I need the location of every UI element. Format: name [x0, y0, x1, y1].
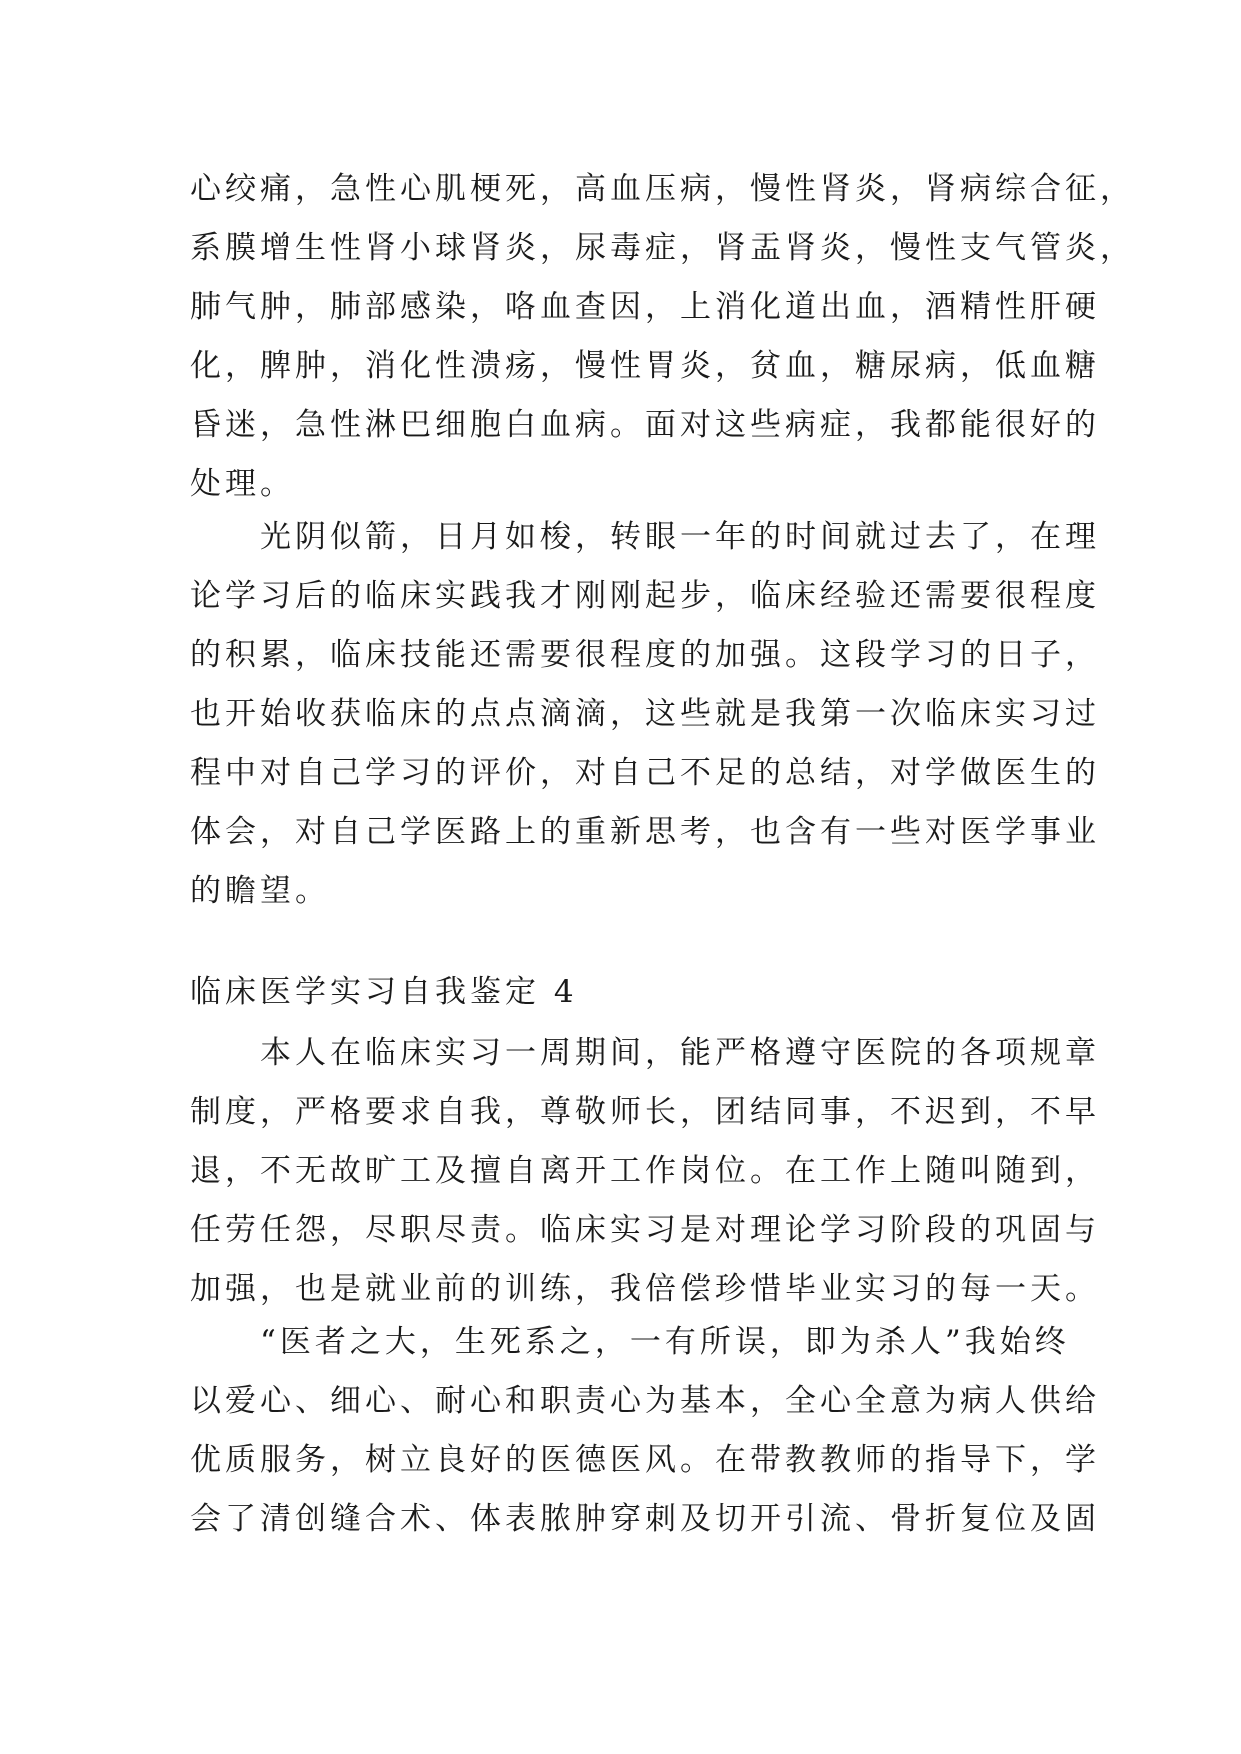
paragraph-self-assessment — [190, 1024, 1100, 1319]
text-line: 肺气肿，肺部感染，咯血查因，上消化道出血，酒精性肝硬 — [190, 289, 1100, 325]
text-line: 昏迷，急性淋巴细胞白血病。面对这些病症，我都能很好的 — [190, 407, 1100, 443]
text-line: 光阴似箭，日月如梭，转眼一年的时间就过去了，在理 — [190, 519, 1100, 555]
text-line: 本人在临床实习一周期间，能严格遵守医院的各项规章 — [190, 1035, 1100, 1071]
paragraph-medical-ethics — [190, 1313, 1100, 1549]
text-line: 任劳任怨，尽职尽责。临床实习是对理论学习阶段的巩固与 — [190, 1212, 1100, 1248]
text-line: 化，脾肿，消化性溃疡，慢性胃炎，贫血，糖尿病，低血糖 — [190, 348, 1100, 384]
paragraph-reflection — [190, 508, 1100, 921]
text-line: 心绞痛，急性心肌梗死，高血压病，慢性肾炎，肾病综合征， — [190, 171, 1135, 207]
text-line: 体会，对自己学医路上的重新思考，也含有一些对医学事业 — [190, 814, 1100, 850]
text-line: 系膜增生性肾小球肾炎，尿毒症，肾盂肾炎，慢性支气管炎， — [190, 230, 1135, 266]
section-heading: 临床医学实习自我鉴定 4 — [190, 974, 578, 1010]
text-line: 加强，也是就业前的训练，我倍偿珍惜毕业实习的每一天。 — [190, 1271, 1100, 1307]
text-line: 的积累，临床技能还需要很程度的加强。这段学习的日子， — [190, 637, 1100, 673]
paragraph-disease-list — [190, 160, 1135, 514]
text-line: 以爱心、细心、耐心和职责心为基本，全心全意为病人供给 — [190, 1383, 1100, 1419]
text-line: 优质服务，树立良好的医德医风。在带教教师的指导下，学 — [190, 1442, 1100, 1478]
text-line: 的瞻望。 — [190, 873, 330, 909]
text-line: 处理。 — [190, 466, 295, 502]
text-line: 会了清创缝合术、体表脓肿穿刺及切开引流、骨折复位及固 — [190, 1501, 1100, 1537]
text-line: 退，不无故旷工及擅自离开工作岗位。在工作上随叫随到， — [190, 1153, 1100, 1189]
text-line: 程中对自己学习的评价，对自己不足的总结，对学做医生的 — [190, 755, 1100, 791]
text-line: “医者之大，生死系之，一有所误，即为杀人”我始终 — [190, 1324, 1070, 1360]
text-line: 论学习后的临床实践我才刚刚起步，临床经验还需要很程度 — [190, 578, 1100, 614]
text-line: 制度，严格要求自我，尊敬师长，团结同事，不迟到，不早 — [190, 1094, 1100, 1130]
text-line: 也开始收获临床的点点滴滴，这些就是我第一次临床实习过 — [190, 696, 1100, 732]
